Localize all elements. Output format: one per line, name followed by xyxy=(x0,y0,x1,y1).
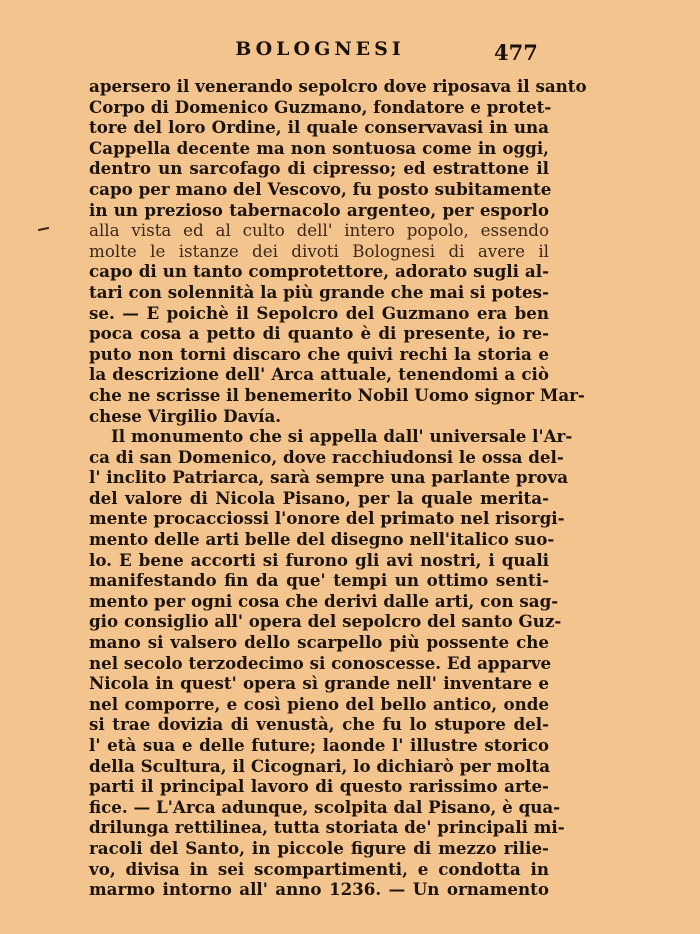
page-number: 477 xyxy=(494,40,538,65)
text-line: alla vista ed al culto dell' intero popolo, essendo xyxy=(89,220,549,241)
text-line: in un prezioso tabernacolo argenteo, per esporlo xyxy=(89,199,549,220)
text-line: se. — E poichè il Sepolcro del Guzmano era ben xyxy=(89,302,549,323)
text-line: si trae dovizia di venustà, che fu lo stupore del- xyxy=(89,714,549,735)
text-line: nel comporre, e così pieno del bello antico, onde xyxy=(89,693,549,714)
text-line: mento delle arti belle del disegno nell'italico suo- xyxy=(89,529,555,550)
text-line: gio consiglio all' opera del sepolcro del santo Guz- xyxy=(89,611,562,632)
text-line: la descrizione dell' Arca attuale, tenendomi a ciò xyxy=(89,364,549,385)
text-line: mento per ogni cosa che derivi dalle arti, con sag- xyxy=(89,590,559,611)
text-line: apersero il venerando sepolcro dove riposava il santo xyxy=(89,76,587,96)
text-line: molte le istanze dei divoti Bolognesi di avere il xyxy=(89,240,549,261)
text-line: capo per mano del Vescovo, fu posto subitamente xyxy=(89,178,552,199)
text-line: fice. — L'Arca adunque, scolpita dal Pisano, è qua- xyxy=(89,796,561,817)
text-line: puto non torni discaro che quivi rechi la storia e xyxy=(89,343,549,364)
running-title: BOLOGNESI xyxy=(235,38,405,60)
text-line: Corpo di Domenico Guzmano, fondatore e protet- xyxy=(89,96,552,117)
text-line: l' inclito Patriarca, sarà sempre una parlante prova xyxy=(89,467,569,488)
text-line: tore del loro Ordine, il quale conservavasi in una xyxy=(89,117,549,138)
text-line: l' età sua e delle future; laonde l' illustre storico xyxy=(89,735,549,755)
text-line: racoli del Santo, in piccole figure di mezzo rilie- xyxy=(89,837,549,858)
text-line: mano si valsero dello scarpello più possente che xyxy=(89,632,549,653)
margin-mark xyxy=(38,227,49,231)
text-line: lo. E bene accorti si furono gli avi nostri, i quali xyxy=(89,549,549,570)
text-line: marmo intorno all' anno 1236. — Un ornamento xyxy=(89,879,549,900)
text-line: tari con solennità la più grande che mai si potes- xyxy=(89,281,549,302)
text-line: dentro un sarcofago di cipresso; ed estrattone il xyxy=(89,158,549,179)
text-line: della Scultura, il Cicognari, lo dichiarò per molta xyxy=(89,755,551,776)
text-line: drilunga rettilinea, tutta storiata de' principali mi- xyxy=(89,817,565,838)
text-line: chese Virgilio Davía. xyxy=(89,405,282,426)
text-line: capo di un tanto comprotettore, adorato sugli al- xyxy=(89,261,549,282)
text-line: poca cosa a petto di quanto è di presente, io re- xyxy=(89,323,549,344)
body-text xyxy=(89,76,587,900)
text-line: manifestando fin da que' tempi un ottimo senti- xyxy=(89,570,549,591)
text-line: Nicola in quest' opera sì grande nell' inventare e xyxy=(89,673,549,694)
text-line: mente procacciossi l'onore del primato nel risorgi- xyxy=(89,508,565,529)
text-line: parti il principal lavoro di questo rarissimo arte- xyxy=(89,776,549,797)
text-line: Cappella decente ma non sontuosa come in oggi, xyxy=(89,137,549,158)
text-line: vo, divisa in sei scompartimenti, e condotta in xyxy=(89,858,549,879)
text-line: nel secolo terzodecimo si conoscesse. Ed apparve xyxy=(89,652,552,673)
text-line: che ne scrisse il benemerito Nobil Uomo signor Mar- xyxy=(89,384,585,405)
text-line: Il monumento che si appella dall' universale l'Ar- xyxy=(111,426,573,447)
text-line: del valore di Nicola Pisano, per la quale merita- xyxy=(89,487,549,508)
text-line: ca di san Domenico, dove racchiudonsi le ossa del- xyxy=(89,446,564,467)
